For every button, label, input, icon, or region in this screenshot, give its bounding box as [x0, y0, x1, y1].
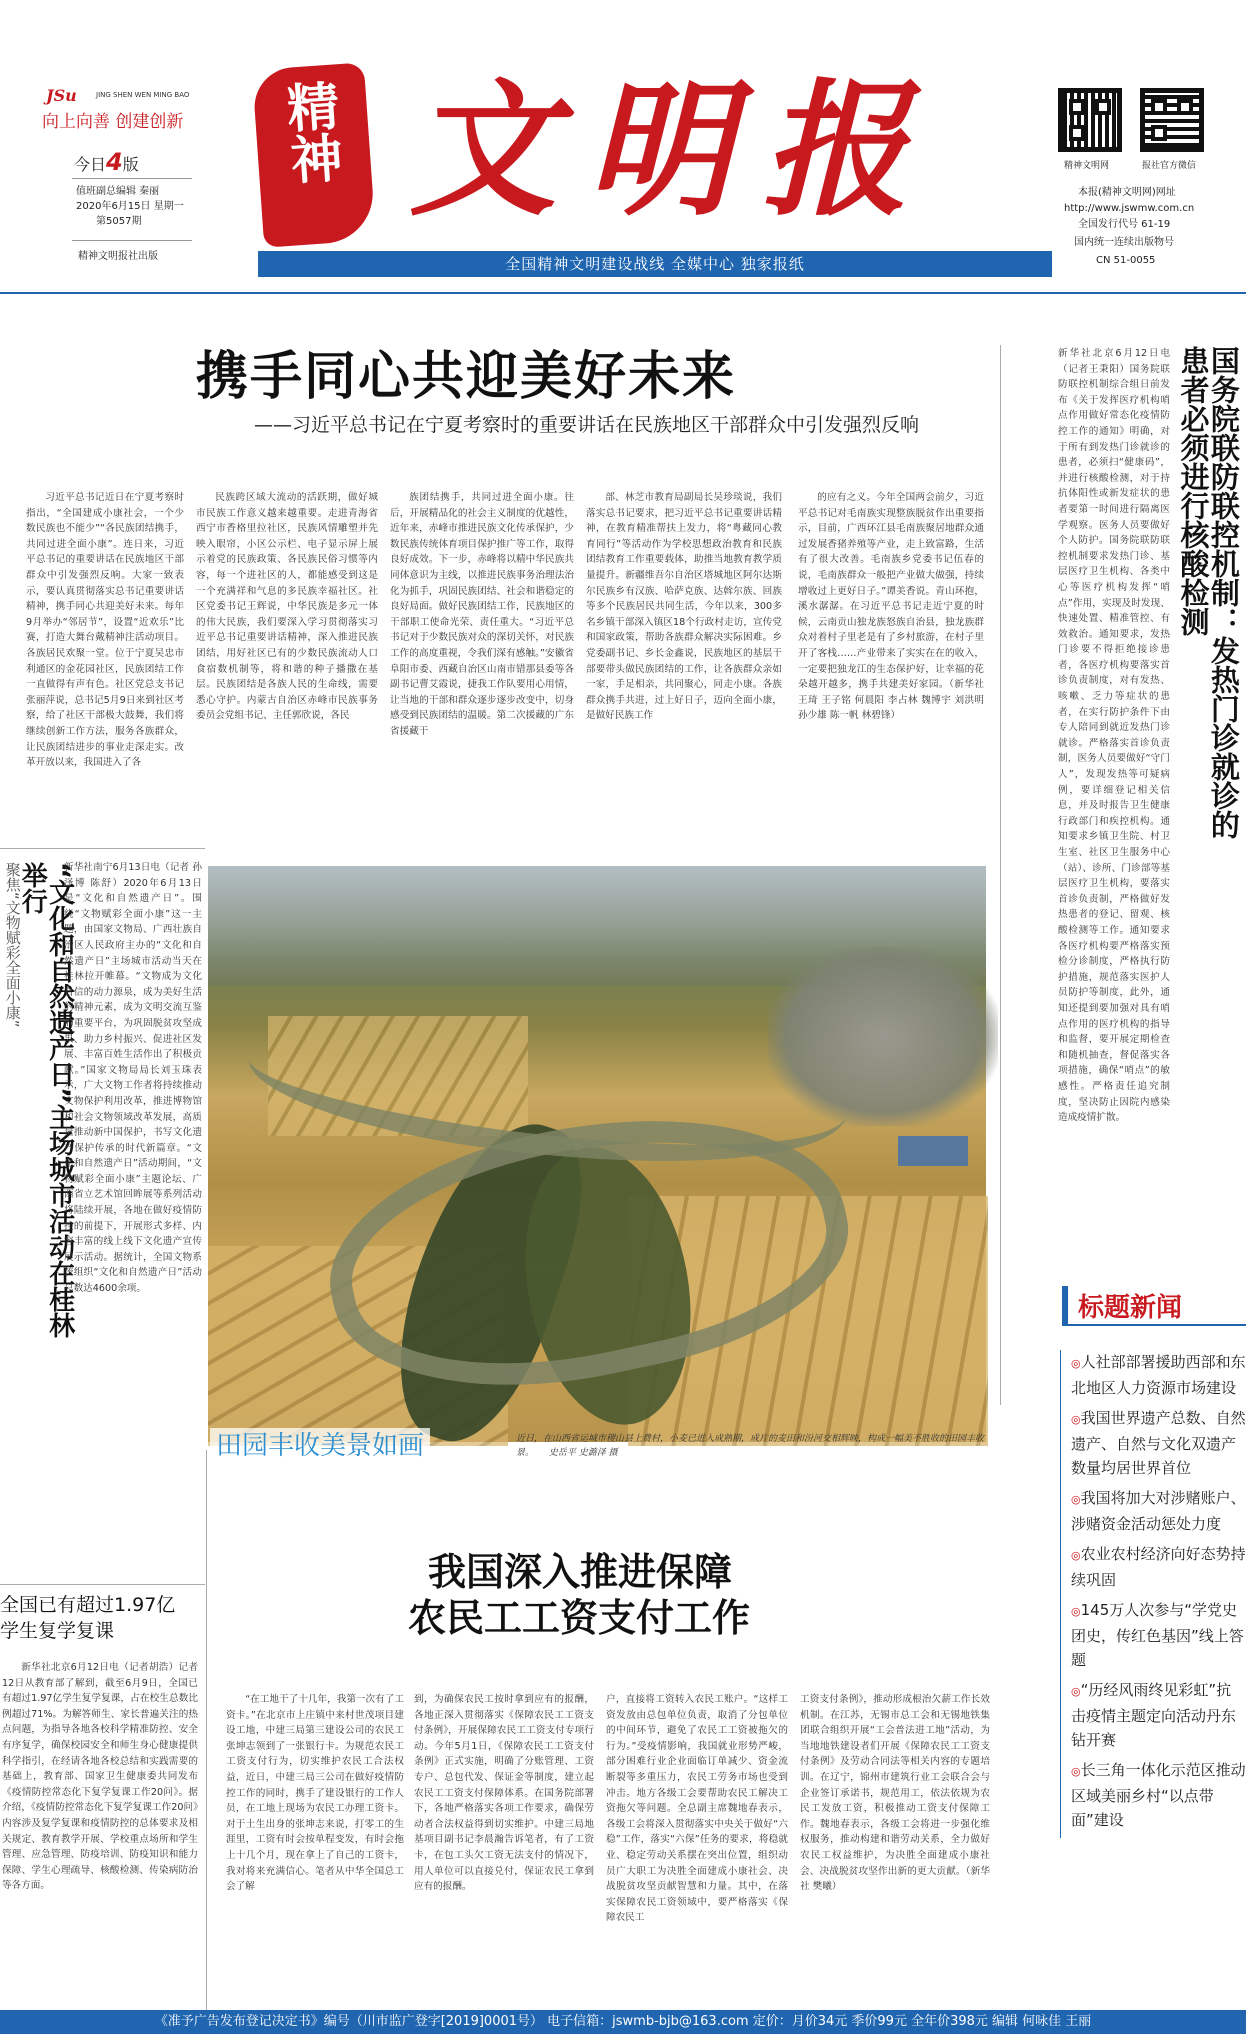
bullet-icon: ◎ [1071, 1493, 1081, 1506]
covid-text: 新华社北京6月12日电（记者王秉阳）国务院联防联控机制综合组日前发布《关于发挥医疗机构哨点作用做好常态化疫情防控工作的通知》明确，对于所有到发热门诊就诊的患者，必须扫“健康码”，并进行核酸检测，对于持抗体阳性或新发症状的患者要第一时间进行隔离医学观察。医务人员要做好个人防护。国务院联防联控机制要求发热门诊、基层医疗卫生机构、各类中心等医疗机构发挥“哨点”作用，实现及时发现、快速处置、精准管控、有效救治。通知要求，发热门诊要不得拒绝接诊患者，各医疗机构要落实首诊负责制度，对有发热、咳嗽、乏力等症状的患者，在实行防护条件下由专人陪同到就近发热门诊就诊。严格落实首诊负责制，医务人员要做好“守门人”，发现发热等可疑病例，要详细登记相关信息，并及时报告卫生健康行政部门和疾控机构。通知要求乡镇卫生院、村卫生室、社区卫生服务中心（站）、诊所、门诊部等基层医疗卫生机构，要落实首诊负责制，严格做好发热患者的登记、留观、核酸检测等工作。通知要求各医疗机构要严格落实预检分诊制度，严格执行防护措施，规范落实医护人员防护等制度，此外，通知还提到要加强对具有哨点作用的医疗机构的指导和监督，要开展定期检查和随机抽查，督促落实各项措施，确保“哨点”的敏感性。严格责任追究制度，坚决防止因院内感染造成疫情扩散。 [1058, 348, 1170, 1124]
bullet-icon: ◎ [1071, 1357, 1081, 1370]
publisher-line: 精神文明报社出版 [78, 251, 158, 262]
sidebar-header: 标题新闻 [1062, 1286, 1246, 1326]
masthead-logo-seal: 精神 [252, 62, 376, 247]
bullet-icon: ◎ [1071, 1765, 1081, 1778]
qr1-label: 精神文明网 [1064, 161, 1110, 171]
date-line: 2020年6月15日 星期一 [76, 201, 184, 212]
photo-caption: 近日，在山西省运城市稷山县上费村，小麦已进入成熟期，成片的麦田和汾河交相辉映，构成一幅美不胜收的田园丰收景。 史岳平 史潞泽 摄 [516, 1434, 985, 1458]
brand-mark: JSu [46, 86, 77, 105]
footer-bar: 《准予广告发布登记决定书》编号（川市监广登字[2019]0001号） 电子信箱：jswmb-bjb@163.com 定价：月价34元 季价99元 全年价398元 编辑 何咏佳 王丽 [0, 2010, 1246, 2034]
sidebar-item[interactable]: ◎农业农村经济向好态势持续巩固 [1071, 1545, 1246, 1589]
wages-col-1: “在工地干了十几年，我第一次有了工资卡。”在北京市上庄镇中来村世茂项目建设工地，中建三局第三建设公司的农民工张坤志领到了一张银行卡。为规范农民工工资支付行为，切实维护农民工合法权益，近日，中建三局三公司在做好疫情防控工作的同时，携手了建设银行的工作人员，在工地上现场为农民工办理工资卡。对于土生出身的张坤志来说，打零工的生涯里，工资有时会按单程变发，有时会拖上十几个月，现在拿上了自己的工资卡，我对将来充满信心。笔者从中华全国总工会了解 [226, 1694, 404, 1893]
bullet-icon: ◎ [1071, 1685, 1081, 1698]
lead-subhead: ——习近平总书记在宁夏考察时的重要讲话在民族地区干部群众中引发强烈反响 [254, 414, 920, 436]
lead-col-5: 的应有之义。今年全国两会前夕，习近平总书记对毛南族实现整族脱贫作出重要指示，目前，广西环江县毛南族聚居地群众通过发展香猪养殖等产业，走上致富路，生活有了很大改善。毛南族乡党委书记伍春的说，毛南族群众一般把产业做大做强，持续增收过上更好日子。”谭美香说。青山环抱，溪水潺潺。在习近平总书记走近宁夏的时候，云南贡山独龙族怒族自治县，独龙族群众对着村子里老是有了乡村旅游，在村子里开了客栈……产业带来了实实在在的收入，一定要把独龙江的生态保护好，让幸福的花朵越开越多，携手共建美好家园。（新华社 王琦 王子铭 何晨阳 李占林 魏博宇 刘洪明 孙少雄 陈一帆 林碧锋） [798, 492, 984, 722]
lead-headline: 携手同心共迎美好未来 [196, 347, 737, 407]
masthead [0, 0, 1246, 290]
wages-headline-2: 农民工工资支付工作 [408, 1595, 751, 1640]
bullet-icon: ◎ [1071, 1413, 1081, 1426]
heritage-subtitle: 聚焦“文物赋彩全面小康” [3, 862, 22, 1028]
wages-col-3: 户，直接将工资转入农民工账户。“这样工资发放由总包单位负责，取消了分包单位的中间环节，避免了农民工工资被拖欠的行为。”受疫情影响，我国就业形势严峻，部分困难行业企业面临订单减少、资金流断裂等多重压力，农民工劳务市场也受到冲击。地方各级工会要帮助农民工解决工资拖欠等问题。全总副主席魏地春表示，各级工会将深入贯彻落实中央关于做好“六稳”工作，落实“六保”任务的要求，将稳就业、稳定劳动关系摆在突出位置，组织动员广大职工为决胜全面建成小康社会、决战脱贫攻坚贡献智慧和力量。其中，在落实保障农民工资领域中，要严格落实《保障农民工 [606, 1694, 788, 1924]
lead-col-2: 民族跨区域大流动的活跃期，做好城市民族工作意义越来越重要。走进青海省西宁市香格里拉社区，民族风情雕塑并先映入眼帘，小区公示栏、电子显示屏上展示着党的民族政策、各民族民俗习惯等内容，每一个进社区的人，都能感受到这是一个充满祥和气息的多民族幸福社区。社区党委书记王辉说，中华民族是多元一体的伟大民族，我们要深入学习贯彻落实习近平总书记重要讲话精神，深入推进民族团结，用好社区已有的少数民族流动人口食宿数机制等，将和谐的种子播撒在基层。民族团结是各族人民的生命线，需要悉心守护。内蒙古自治区赤峰市民族事务委员会党组书记、主任郭欣说，各民 [196, 492, 378, 722]
issue-line: 第5057期 [96, 216, 142, 227]
sidebar-item[interactable]: ◎145万人次参与“学党史团史，传红色基因”线上答题 [1071, 1601, 1244, 1669]
site-label: 本报(精神文明网)网址 [1078, 187, 1176, 198]
covid-text-cont [1058, 870, 1246, 1200]
sidebar-item[interactable]: ◎人社部部署援助西部和东北地区人力资源市场建设 [1071, 1353, 1246, 1397]
cn-code: CN 51-0055 [1096, 255, 1156, 266]
sidebar-item[interactable]: ◎长三角一体化示范区推动区域美丽乡村“以点带面”建设 [1071, 1761, 1246, 1829]
wages-col-2: 到，为确保农民工按时拿到应有的报酬，各地正深入贯彻落实《保障农民工工资支付条例》，开展保障农民工工资支付专项行动。今年5月1日，《保障农民工工资支付条例》正式实施，明确了分账管理、工资专户、总包代发、保证金等制度，建立起农民工工资支付保障体系。在国务院部署下，各地严格落实各项工作要求，确保劳动者合法权益得到切实维护。中建三局地基项目副书记李晨瀚告诉笔者，有了工资卡，在包工头欠工资无法支付的情况下，用人单位可以直接兑付，保证农民工拿到应有的报酬。 [414, 1694, 594, 1893]
wages-headline-1: 我国深入推进保障 [428, 1549, 733, 1594]
lead-col-3: 族团结携手，共同过进全面小康。往后，开展精品化的社会主义制度的优越性，近年来，赤峰市推进民族文化传承保护，少数民族传统体育项目保护推广等工作，取得良好成效。下一步，赤峰将以精中华民族共同体意识为主线，以推进民族事务治理法治化为抓手，巩固民族团结、社会和谐稳定的良好局面。做好民族团结工作，民族地区的干部职工使命光荣、责任重大。“习近平总书记对于少数民族对众的深切关怀，对民族工作的高度重视，令我们深有感触。”安徽省阜阳市委、西藏自治区山南市错那县委等各副书记曹艾霞说，捷我工作队要用心用情，让当地的干部和群众逐步逐步改变中，切身感受到民族团结的温暖。第二次援藏的广东省援藏干 [390, 492, 574, 737]
today-pages: 今日4版 [74, 148, 139, 176]
masthead-banner: 全国精神文明建设战线 全媒中心 独家报纸 [258, 251, 1052, 277]
lead-col-4: 部、林芝市教育局副局长吴珍琰说，我们落实总书记要求，把习近平总书记重要讲话精神，在教育精准帮扶上发力，将“粤藏同心教育同行”等活动作为学校思想政治教育和民族团结教育工作重要载体，助推当地教育教学质量提升。新疆维吾尔自治区塔城地区阿尔达斯尔民族乡有汉族、哈萨克族、达斡尔族、回族等多个民族居民共同生活，今年以来，300多名乡镇干部深入镇区18个行政村走访，宣传党和国家政策，帮助各族群众解决实际困难。乡党委副书记、乡长金鑫说，民族地区的基层干部要带头做民族团结的工作，让各族群众亲如一家，手足相亲，共同聚心，同走小康。各族群众携手共进，过上好日子，迈向全面小康，是做好民族工作 [586, 492, 782, 722]
sidebar-item[interactable]: ◎我国世界遗产总数、自然遗产、自然与文化双遗产数量均居世界首位 [1071, 1409, 1246, 1477]
cn-label: 国内统一连续出版物号 [1074, 237, 1174, 248]
qr-code-icon [1140, 88, 1204, 152]
slogan: 向上向善 创建创新 [42, 112, 184, 132]
site-url[interactable]: http://www.jswmw.com.cn [1064, 203, 1195, 214]
dist-code: 全国发行代号 61-19 [1078, 219, 1171, 230]
bullet-icon: ◎ [1071, 1605, 1081, 1618]
wages-col-4: 工资支付条例》，推动形成根治欠薪工作长效机制。在江苏，无锡市总工会和无锡地铁集团联合组织开展“工会普法进工地”活动，为当地地铁建设者们开展《保障农民工工资支付条例》及劳动合同法等相关内容的专题培训。在辽宁，锦州市建筑行业工会联合会与企业签订承诺书，规范用工，依法依规为农民工发放工资，积极推动工资支付保障工作。魏地春表示，各级工会将进一步强化维权服务，推动构建和谐劳动关系，全力做好农民工权益维护，为决胜全面建成小康社会、决战脱贫攻坚作出新的更大贡献。（新华社 樊曦） [800, 1694, 990, 1893]
qr-code-icon [1058, 88, 1122, 152]
heritage-text: 新华社南宁6月13日电（记者 孙泽博 陈舒）2020年6月13日是“文化和自然遗产日”。围绕“文物赋彩全面小康”这一主题，由国家文物局、广西壮族自治区人民政府主办的“文化和自然遗产日”主场城市活动当天在桂林拉开帷幕。“文物成为文化自信的动力源泉，成为美好生活的精神元素，成为文明交流互鉴的重要平台，为巩固脱贫攻坚成果、助力乡村振兴、促进社区发展、丰富百姓生活作出了积极贡献。”国家文物局局长刘玉珠表示，广大文物工作者将持续推动文物保护利用改革，推进博物馆和社会文物领域改革发展，高质量推动新中国保护，书写文化遗产保护传承的时代新篇章。“文化和自然遗产日”活动期间，“文物赋彩全面小康”主题论坛、广西省立艺术馆回眸展等系列活动将陆续开展，各地在做好疫情防控的前提下，开展形式多样、内容丰富的线上线下文化遗产宣传展示活动。据统计，全国文物系统组织“文化和自然遗产日”活动总数达4600余项。 [64, 862, 202, 1295]
covid-title: 国务院联防联控机制：发热门诊就诊的患者必须进行核酸检测 [1176, 346, 1241, 839]
editor-line: 值班副总编辑 秦丽 [76, 186, 160, 197]
heritage-title: “文化和自然遗产日”主场城市活动在桂林举行 [17, 862, 75, 1339]
sidebar-list [1060, 1350, 1246, 1838]
photo-caption-title: 田园丰收美景如画 [210, 1428, 430, 1466]
sidebar-item[interactable]: ◎“历经风雨终见彩虹”抗击疫情主题定向活动丹东钻开赛 [1071, 1681, 1237, 1749]
masthead-title: 文明报 [410, 65, 938, 236]
students-title: 全国已有超过1.97亿学生复学复课 [0, 1594, 176, 1642]
sidebar-item[interactable]: ◎我国将加大对涉赌账户、涉赌资金活动惩处力度 [1071, 1489, 1246, 1533]
bullet-icon: ◎ [1071, 1549, 1081, 1562]
brand-pinyin: JING SHEN WEN MING BAO [96, 91, 190, 99]
wheat-field-photo [208, 866, 986, 1442]
lead-col-1: 习近平总书记近日在宁夏考察时指出，“全国建成小康社会，一个少数民族也不能少”“各民族团结携手，共同过进全面小康”。连日来，习近平总书记的重要讲话在民族地区干部群众中引发强烈反响。大家一致表示，要认真贯彻落实总书记重要讲话精神，携手同心共迎美好未来。每年9月举办“邻居节”，设置“近欢乐”比赛，打造大舞台戴精神注活动项目。各族居民欢聚一堂。位于宁夏吴忠市利通区的金花园社区，民族团结工作一直做得有声有色。社区党总支书记张丽萍说，总书记5月9日来到社区考察，给了社区干部极大鼓舞，我们将继续创新工作方法，服务各族群众，让民族团结进步的事业走深走实。改革开放以来，我国进入了各 [26, 492, 184, 769]
students-text: 新华社北京6月12日电（记者胡浩）记者12日从教育部了解到，截至6月9日，全国已有超过1.97亿学生复学复课，占在校生总数比例超过71%。为解答师生、家长普遍关注的热点问题，为指导各地各校科学精准防控、安全有序复学，确保校园安全和师生身心健康提供科学指引，在经请各地各校总结和实践需要的基础上，教育部、国家卫生健康委共同发布《疫情防控常态化下复学复课工作20问》。据介绍，《疫情防控常态化下复学复课工作20问》内容涉及复学复课和疫情防控的总体要求及相关规定、教育教学开展、学校重点场所和学生管理、应急管理、防疫培训、防疫知识和能力保障、学生心理疏导、核酸检测、传染病防治等各方面。 [2, 1662, 198, 1892]
qr2-label: 报社官方微信 [1142, 161, 1197, 171]
